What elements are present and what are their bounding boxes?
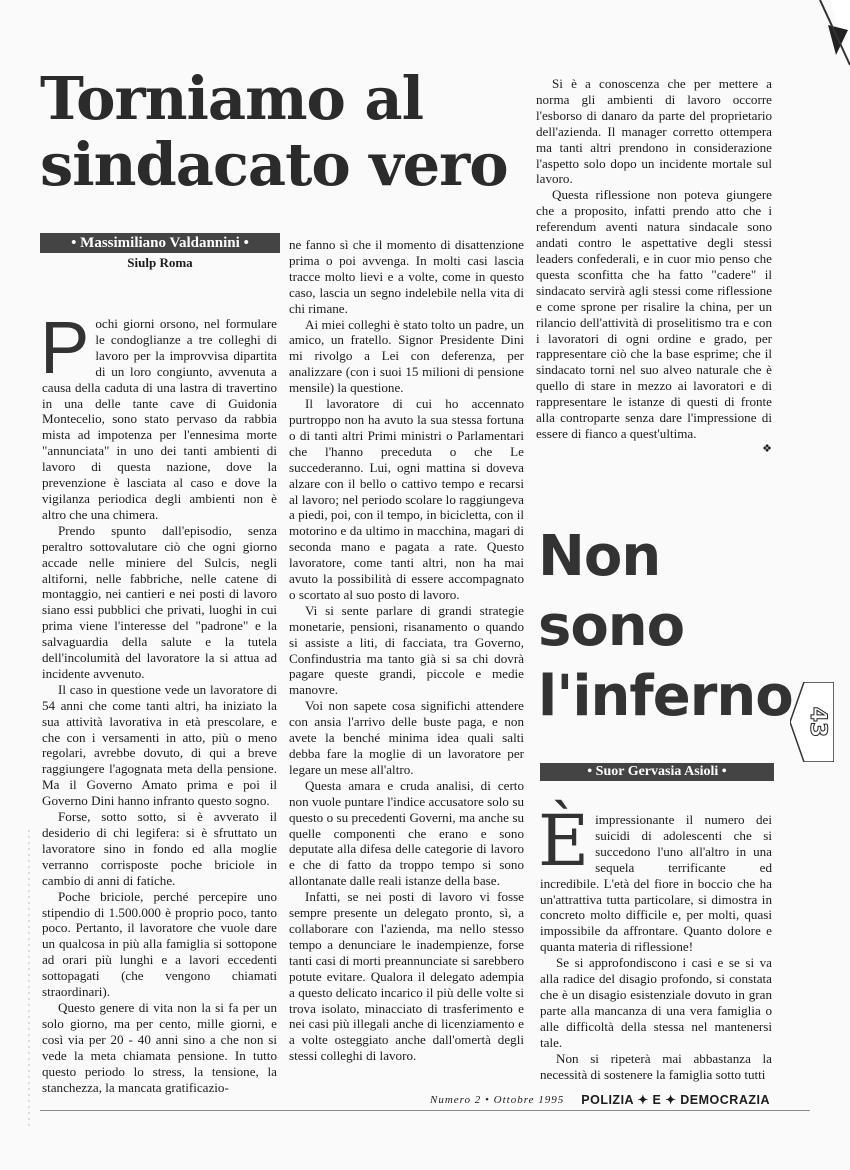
- paragraph: ne fanno sì che il momento di disattenzione prima o poi avvenga. In molti casi lascia tracce molto lievi e a volte, come in questo caso, lascia un segno indelebile nella vita di chi rimane.: [289, 237, 524, 316]
- article-1-title-line2: sindacato vero: [40, 130, 508, 199]
- paragraph: Poche briciole, perché percepire uno stipendio di 1.500.000 è proprio poco, tanto poco. Pertanto, il lavoratore che vuole dare un qualcosa in più alla famiglia si sottopone ad orari più lunghi e a lavori eccedenti sottopagati (che vengono chiamati straordinari).: [42, 888, 277, 1000]
- issue-info: Numero 2 • Ottobre 1995: [430, 1093, 565, 1106]
- article-1-title: [40, 66, 520, 198]
- paragraph: Si è a conoscenza che per mettere a norma gli ambienti di lavoro occorre l'esborso di danaro da parte del proprietario dell'azienda. Il manager corretto ottempera ma tanti altri prendono in considerazione l'aspetto solo dopo un incidente mortale sul lavoro.: [536, 76, 772, 187]
- article-1-column-2: [289, 237, 524, 1064]
- article-1-author: • Massimiliano Valdannini •: [40, 233, 280, 253]
- article-1-dropcap: P: [40, 306, 90, 389]
- article-2-title: [538, 522, 793, 732]
- paragraph: Vi si sente parlare di grandi strategie monetarie, pensioni, risanamento o quando si assiste a liti, di facciata, tra Governo, Confindustria ma tanto già si sa chi dovrà pagare queste grandi, piccole e medie manovre.: [289, 602, 524, 698]
- page-number: 43: [805, 706, 830, 738]
- paragraph: ochi giorni orsono, nel formulare le condoglianze a tre colleghi di lavoro per la improvvisa dipartita di un loro congiunto, avvenuta a causa della caduta di una lastra di travertino in una delle tante cave di Guidonia Montecelio, sono stato pervaso da rabbia mista ad impotenza per l'ennesima morte "annunciata" in uno dei tanti ambienti di lavoro di questa nazione, dove la prevenzione è lasciata al caso e dove la vigilanza periodica degli ambienti non è altro che una chimera.: [42, 316, 277, 522]
- paragraph: Se si approfondiscono i casi e se si va alla radice del disagio profondo, si constata che è un disagio esistenziale dovuto in gran parte alla mancanza di una vera famiglia o alle difficoltà della stessa nel mantenersi tale.: [540, 955, 772, 1050]
- paragraph: Questo genere di vita non la si fa per un solo giorno, ma per cento, mille giorni, e così via per 20 - 40 anni sino a che non si vede la meta chiamata pensione. In tutto questo periodo lo stress, la tensione, la stanchezza, la mancata gratificazio-: [42, 999, 277, 1095]
- article-2-title-line3: l'inferno: [538, 664, 793, 729]
- article-2-title-line1: Non: [538, 524, 661, 589]
- paragraph: Non si ripeterà mai abbastanza la necessità di sostenere la famiglia sotto tutti: [540, 1050, 772, 1082]
- article-2-dropcap: È: [538, 800, 590, 882]
- paragraph: Il lavoratore di cui ho accennato purtroppo non ha avuto la sua stessa fortuna o di tanti altri Primi ministri o Parlamentari che l'hanno preceduta o che Le succederanno. Lui, ogni mattina si doveva alzare con il bello o cattivo tempo e recarsi al lavoro; nel periodo scolare lo raggiungeva a piedi, poi, con il tempo, in bicicletta, con il motorino e da ultimo in macchina, magari di seconda mano e pagata a rate. Questo lavoratore, come tanti altri, non ha mai avuto la possibilità di essere accompagnato o scortato al suo posto di lavoro.: [289, 396, 524, 602]
- article-1-column-1: [40, 306, 277, 1095]
- paragraph: Infatti, se nei posti di lavoro vi fosse sempre presente un delegato pronto, sì, a collaborare con l'azienda, ma nello stesso tempo a denunciare le inadempienze, forse tanti casi di morti preannunciate si sarebbero potute evitare. Qualora il delegato adempia a questo delicato incarico il più delle volte si trova isolato, minacciato di trasferimento e nei casi più illegali anche di licenziamento e a volte osteggiato anche dall'omertà degli stessi colleghi di lavoro.: [289, 889, 524, 1064]
- magazine-name: POLIZIA ✦ E ✦ DEMOCRAZIA: [581, 1093, 770, 1107]
- article-1-affiliation: Siulp Roma: [127, 255, 193, 270]
- paragraph: Il caso in questione vede un lavoratore di 54 anni che come tanti altri, ha iniziato la sua attività lavorativa in età prescolare, e che con i versamenti in atto, più o meno regolari, avrebbe dovuto, di qui a breve raggiungere l'agognata meta della pensione. Ma il Governo Amato prima e poi il Governo Dini hanno infranto questo sogno.: [42, 681, 277, 809]
- paragraph: impressionante il numero dei suicidi di adolescenti che si succedono l'uno all'altro in una sequela terrificante ed incredibile. L'età del fiore in boccio che ha un'attrattiva tutta particolare, si dimostra in concreto molto difficile e, per molti, quasi impossibile da affrontare. Quanto dolore e quanta materia di riflessione!: [540, 812, 772, 955]
- paragraph: Ai miei colleghi è stato tolto un padre, un amico, un fratello. Signor Presidente Dini mi rivolgo a Lei con deferenza, per analizzare (con i suoi 15 milioni di pensione mensile) la questione.: [289, 316, 524, 396]
- article-2-column: [538, 800, 772, 1082]
- corner-triangle-mark: [740, 0, 850, 70]
- page-number-badge: [790, 682, 834, 762]
- paragraph: Questa amara e cruda analisi, di certo non vuole puntare l'indice accusatore solo su questo o su precedenti Governi, ma anche su quelle componenti che erano e sono deputate alla difesa delle categorie di lavoro e che di fatto da troppo tempo si sono allontanate dalle reali istanze della base.: [289, 777, 524, 889]
- article-1-column-3: [536, 76, 772, 458]
- article-2-title-line2: sono: [538, 594, 685, 659]
- paragraph: Voi non sapete cosa significhi attendere con ansia l'arrivo delle buste paga, e non avete la benché minima idea quali salti debba fare la moglie di un lavoratore per legare un mese all'altro.: [289, 698, 524, 777]
- paragraph: Forse, sotto sotto, si è avverato il desiderio di chi legifera: si è sfruttato un lavoratore sino in fondo ed alla moglie verranno corrisposte poche briciole in cambio di anni di fatiche.: [42, 809, 277, 888]
- paragraph: Questa riflessione non poteva giungere che a proposito, infatti prendo atto che i referendum aventi natura sindacale sono andati contro le aspettative degli stessi leaders confederali, e in cuor mio penso che questa sconfitta che ha fatto "cadere" il sindacato servirà agli stessi come riflessione e come sprone per risalire la china, per un rilancio dell'attività di proselitismo tra e con i lavoratori di ogni ordine e grado, per rappresentare ciò che la base esprime; che il sindacato torni nel suo alveo naturale che è quello di stare in mezzo ai lavoratori e di rappresentare le istanze di questi di fronte alla controparte senza dare l'impressione di essere di fianco a quest'ultima.: [536, 187, 772, 441]
- end-of-article-icon: ❖: [762, 442, 772, 455]
- article-1-title-line1: Torniamo al: [40, 64, 424, 133]
- scan-edge-marks: [24, 830, 34, 1130]
- footer-rule: [40, 1110, 810, 1111]
- article-2-author: • Suor Gervasia Asioli •: [540, 763, 774, 781]
- paragraph: Prendo spunto dall'episodio, senza peraltro sottovalutare ciò che ogni giorno accade nelle miniere del Sulcis, negli altiforni, nelle fabbriche, nelle catene di montaggio, nei cantieri e nei posti di lavoro siano essi pubblici che privati, luoghi in cui prima viene l'interesse del "padrone" e la salvaguardia della salute e la tutela dell'incolumità del lavoratore la si attua ad incidente avvenuto.: [42, 522, 277, 681]
- page-footer: [430, 1092, 770, 1107]
